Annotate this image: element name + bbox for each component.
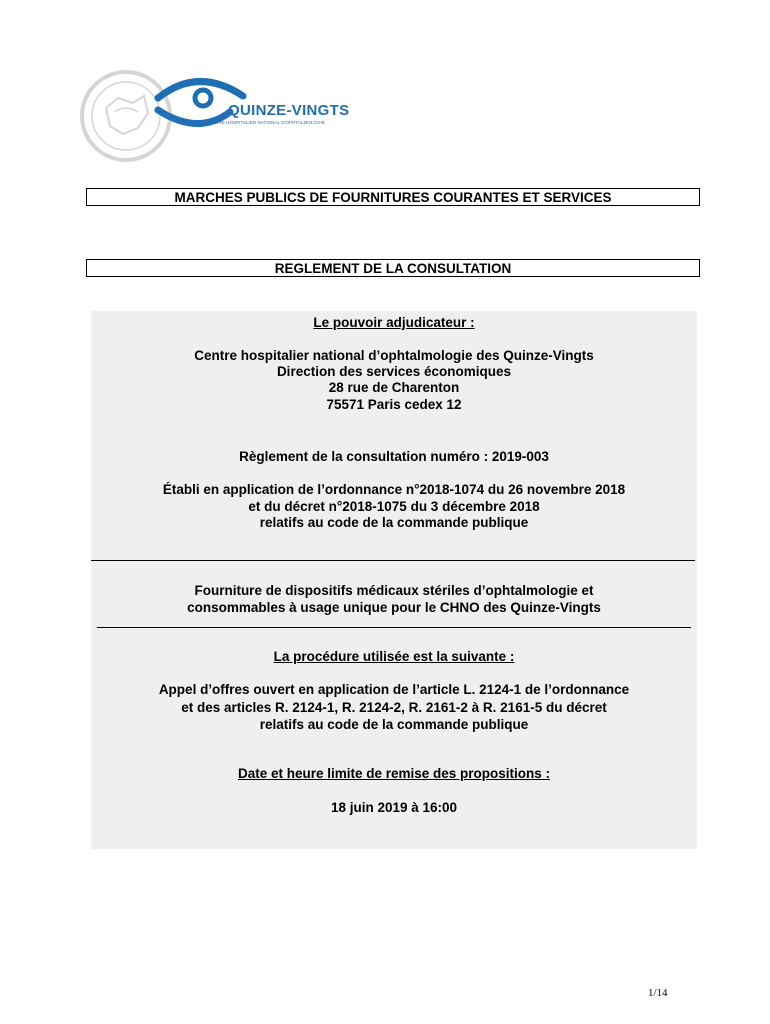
- authority-line: Centre hospitalier national d’ophtalmologie des Quinze-Vingts: [194, 348, 594, 363]
- authority-line: Direction des services économiques: [276, 364, 512, 379]
- legal-line: relatifs au code de la commande publique: [259, 515, 529, 530]
- divider: [91, 560, 695, 561]
- document-category-box: MARCHES PUBLICS DE FOURNITURES COURANTES ET SERVICES: [86, 188, 700, 206]
- procedure-heading: La procédure utilisée est la suivante :: [273, 649, 515, 664]
- procedure-line: relatifs au code de la commande publique: [259, 717, 529, 732]
- authority-heading: Le pouvoir adjudicateur :: [313, 315, 475, 330]
- hospital-logo: [78, 68, 378, 168]
- authority-line: 75571 Paris cedex 12: [326, 397, 462, 412]
- page-number: 1/14: [648, 987, 668, 999]
- deadline-value: 18 juin 2019 à 16:00: [330, 800, 458, 815]
- logo-name: QUINZE-VINGTS: [228, 102, 350, 119]
- divider: [97, 627, 691, 628]
- document-title-box: REGLEMENT DE LA CONSULTATION: [86, 259, 700, 277]
- object-line: Fourniture de dispositifs médicaux stériles d’ophtalmologie et: [194, 583, 594, 598]
- authority-line: 28 rue de Charenton: [328, 380, 460, 395]
- deadline-heading: Date et heure limite de remise des propositions :: [237, 766, 551, 781]
- consultation-number: Règlement de la consultation numéro : 2019-003: [239, 449, 549, 464]
- legal-line: et du décret n°2018-1075 du 3 décembre 2018: [248, 499, 540, 514]
- procedure-line: et des articles R. 2124-1, R. 2124-2, R. 2161-2 à R. 2161-5 du décret: [181, 700, 607, 715]
- legal-line: Établi en application de l’ordonnance n°2018-1074 du 26 novembre 2018: [162, 482, 626, 497]
- procedure-line: Appel d’offres ouvert en application de l’article L. 2124-1 de l’ordonnance: [158, 682, 630, 697]
- consultation-panel: [91, 311, 697, 849]
- logo-subtitle: CENTRE HOSPITALIER NATIONAL D'OPHTALMOLOGIE: [206, 120, 325, 125]
- object-line: consommables à usage unique pour le CHNO des Quinze-Vingts: [187, 600, 601, 615]
